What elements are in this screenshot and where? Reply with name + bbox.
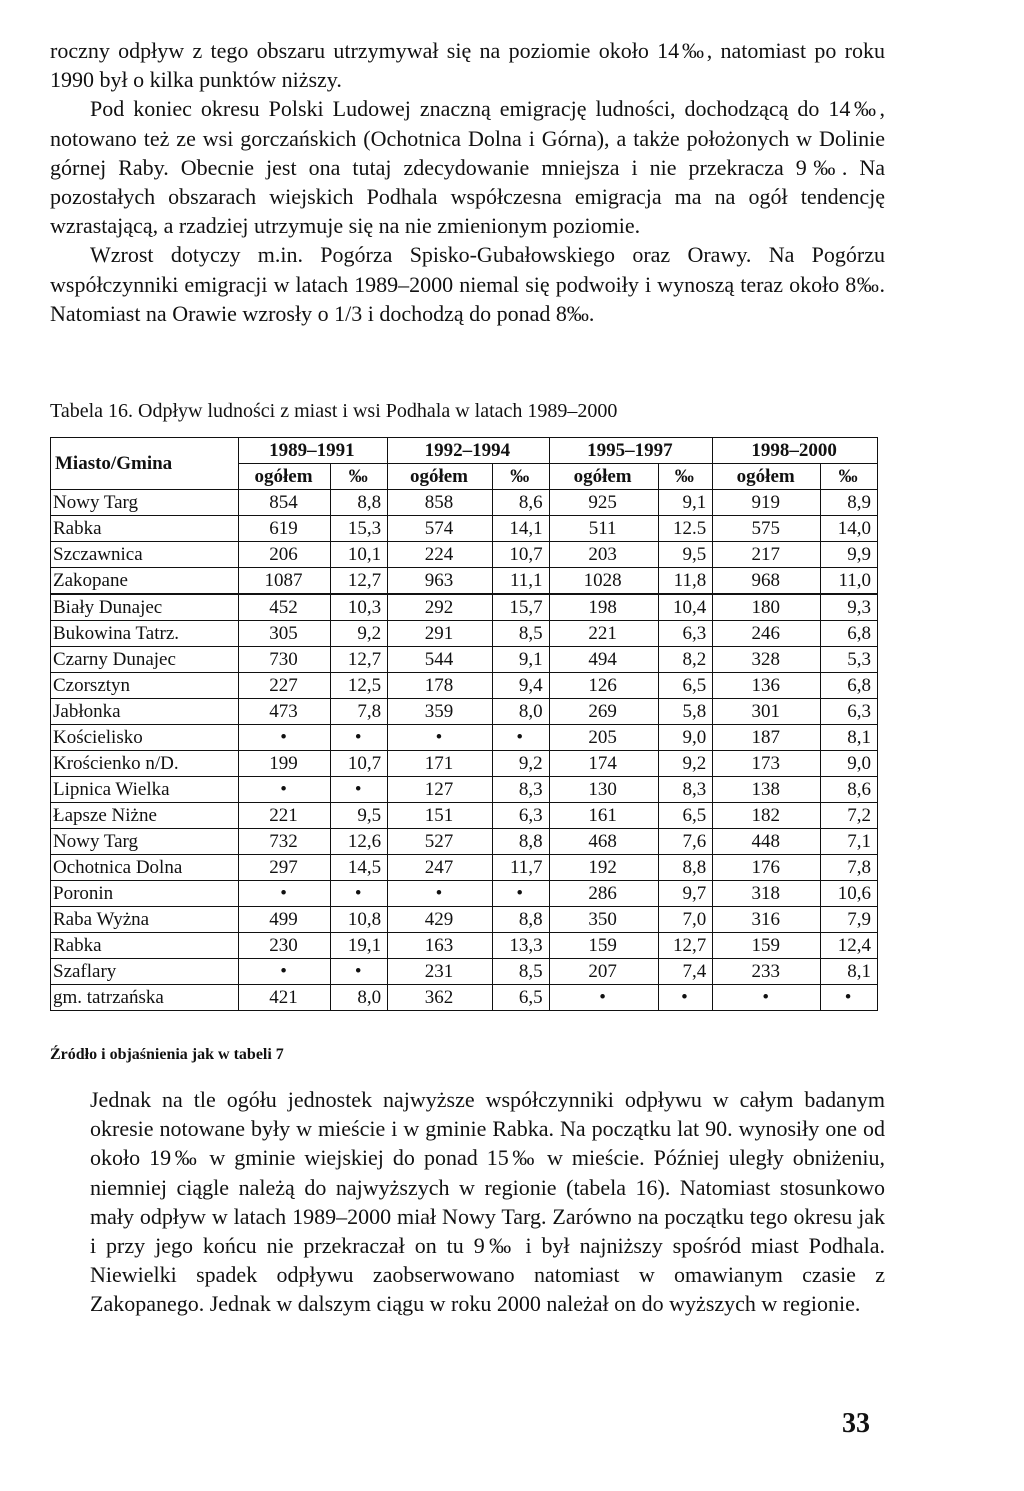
page-body — [50, 36, 885, 328]
row-name: Biały Dunajec — [51, 594, 239, 621]
cell-total: 138 — [713, 777, 821, 803]
cell-total: 159 — [713, 933, 821, 959]
cell-total: 221 — [549, 621, 658, 647]
cell-total: 151 — [388, 803, 493, 829]
row-name: Czarny Dunajec — [51, 647, 239, 673]
cell-total: 182 — [713, 803, 821, 829]
paragraph-1: roczny odpływ z tego obszaru utrzymywał się na poziomie około 14‰, natomiast po roku 1990 był o kilka punktów niższy. — [50, 38, 885, 93]
cell-permille: 9,9 — [821, 542, 878, 568]
row-name: Raba Wyżna — [51, 907, 239, 933]
cell-total: 429 — [388, 907, 493, 933]
cell-total: 421 — [238, 985, 331, 1011]
cell-total: • — [238, 881, 331, 907]
cell-permille: 9,5 — [658, 542, 713, 568]
table-row — [51, 699, 878, 725]
cell-permille: 12,7 — [658, 933, 713, 959]
row-name: Szczawnica — [51, 542, 239, 568]
paragraph-2: Pod koniec okresu Polski Ludowej znaczną emigrację ludności, dochodzącą do 14‰, notowano też ze wsi gorczańskich (Ochotnica Dolna i Górna), a także położonych w Dolinie górnej Raby. Obecnie jest ona tutaj zdecydowanie mniejsza i nie przekracza 9‰. Na pozostałych obszarach wiejskich Podhala współczesna emigracja ma na ogół tendencję wzrastającą, a rzadziej utrzymuje się na nie zmienionym poziomie. — [50, 96, 885, 239]
table-row — [51, 568, 878, 595]
cell-permille: 8,0 — [492, 699, 549, 725]
cell-permille: 7,0 — [658, 907, 713, 933]
cell-permille: 8,8 — [492, 907, 549, 933]
cell-total: 858 — [388, 490, 493, 516]
cell-total: 919 — [713, 490, 821, 516]
table-row — [51, 881, 878, 907]
cell-permille: 9,1 — [492, 647, 549, 673]
cell-permille: 11,0 — [821, 568, 878, 595]
cell-total: 199 — [238, 751, 331, 777]
cell-permille: 6,3 — [492, 803, 549, 829]
cell-permille: • — [658, 985, 713, 1011]
cell-total: 468 — [549, 829, 658, 855]
cell-permille: 8,9 — [821, 490, 878, 516]
cell-total: 247 — [388, 855, 493, 881]
table-row — [51, 777, 878, 803]
cell-permille: 7,6 — [658, 829, 713, 855]
cell-total: 511 — [549, 516, 658, 542]
table-caption: Tabela 16. Odpływ ludności z miast i wsi Podhala w latach 1989–2000 — [50, 400, 618, 422]
subheader-permille: ‰ — [821, 464, 878, 490]
cell-permille: 9,1 — [658, 490, 713, 516]
cell-permille: • — [492, 881, 549, 907]
cell-permille: • — [331, 777, 388, 803]
cell-permille: 10,3 — [331, 594, 388, 621]
cell-total: 301 — [713, 699, 821, 725]
cell-total: • — [238, 777, 331, 803]
cell-total: 227 — [238, 673, 331, 699]
table-row — [51, 621, 878, 647]
paragraph-3: Wzrost dotyczy m.in. Pogórza Spisko-Gubałowskiego oraz Orawy. Na Pogórzu współczynniki emigracji w latach 1989–2000 niemal się podwoiły i wynoszą teraz około 8‰. Natomiast na Orawie wzrosły o 1/3 i dochodzą do ponad 8‰. — [50, 242, 885, 326]
cell-permille: 8,0 — [331, 985, 388, 1011]
cell-total: 174 — [549, 751, 658, 777]
cell-permille: 9,2 — [658, 751, 713, 777]
cell-permille: 6,3 — [821, 699, 878, 725]
cell-permille: 10,7 — [492, 542, 549, 568]
row-name: Szaflary — [51, 959, 239, 985]
table-row — [51, 803, 878, 829]
cell-permille: 13,3 — [492, 933, 549, 959]
cell-total: 176 — [713, 855, 821, 881]
table-row — [51, 647, 878, 673]
cell-permille: 19,1 — [331, 933, 388, 959]
cell-total: 305 — [238, 621, 331, 647]
cell-total: 246 — [713, 621, 821, 647]
cell-permille: 6,5 — [658, 673, 713, 699]
cell-total: 328 — [713, 647, 821, 673]
cell-permille: 10,1 — [331, 542, 388, 568]
table-row — [51, 490, 878, 516]
row-name: Krościenko n/D. — [51, 751, 239, 777]
cell-total: 192 — [549, 855, 658, 881]
paragraph-4: Jednak na tle ogółu jednostek najwyższe współczynniki odpływu w całym badanym okresie notowane były w mieście i w gminie Rabka. Na początku lat 90. wynosiły one od około 19‰ w gminie wiejskiej do ponad 15‰ w mieście. Później uległy obniżeniu, niemniej ciągle należą do najwyższych w regionie (tabela 16). Natomiast stosunkowo mały odpływ w latach 1989–2000 miał Nowy Targ. Zarówno na początku tego okresu jak i przy jego końcu nie przekraczał on tu 9‰ i był najniższy spośród miast Podhala. Niewielki spadek odpływu zaobserwowano natomiast w omawianym czasie z Zakopanego. Jednak w dalszym ciągu w roku 2000 należał on do wyższych w regionie. — [90, 1087, 885, 1317]
period-header: 1998–2000 — [713, 438, 878, 464]
cell-total: 127 — [388, 777, 493, 803]
cell-permille: 10,8 — [331, 907, 388, 933]
cell-permille: 7,8 — [331, 699, 388, 725]
cell-total: 1028 — [549, 568, 658, 595]
cell-total: 448 — [713, 829, 821, 855]
cell-total: 854 — [238, 490, 331, 516]
cell-total: 224 — [388, 542, 493, 568]
cell-permille: 9,7 — [658, 881, 713, 907]
cell-total: • — [388, 881, 493, 907]
cell-total: 291 — [388, 621, 493, 647]
cell-permille: 10,4 — [658, 594, 713, 621]
cell-permille: 8,8 — [658, 855, 713, 881]
cell-total: 350 — [549, 907, 658, 933]
cell-permille: 9,2 — [331, 621, 388, 647]
cell-total: 968 — [713, 568, 821, 595]
cell-total: 292 — [388, 594, 493, 621]
row-name: Łapsze Niżne — [51, 803, 239, 829]
cell-total: 286 — [549, 881, 658, 907]
row-name: Lipnica Wielka — [51, 777, 239, 803]
cell-permille: 6,5 — [492, 985, 549, 1011]
cell-total: 499 — [238, 907, 331, 933]
cell-permille: 14,0 — [821, 516, 878, 542]
cell-total: • — [713, 985, 821, 1011]
table-row — [51, 751, 878, 777]
cell-total: 574 — [388, 516, 493, 542]
row-name: gm. tatrzańska — [51, 985, 239, 1011]
cell-permille: • — [821, 985, 878, 1011]
table-row — [51, 933, 878, 959]
table-row — [51, 907, 878, 933]
cell-permille: 6,3 — [658, 621, 713, 647]
subheader-permille: ‰ — [658, 464, 713, 490]
cell-total: • — [238, 959, 331, 985]
table-row — [51, 985, 878, 1011]
cell-total: 205 — [549, 725, 658, 751]
cell-total: 180 — [713, 594, 821, 621]
cell-permille: 8,6 — [492, 490, 549, 516]
cell-permille: 6,8 — [821, 673, 878, 699]
row-name: Czorsztyn — [51, 673, 239, 699]
cell-total: 473 — [238, 699, 331, 725]
table-row — [51, 516, 878, 542]
subheader-permille: ‰ — [492, 464, 549, 490]
cell-total: 130 — [549, 777, 658, 803]
cell-permille: 9,0 — [821, 751, 878, 777]
cell-total: • — [388, 725, 493, 751]
cell-permille: 8,1 — [821, 725, 878, 751]
cell-total: 362 — [388, 985, 493, 1011]
row-name: Rabka — [51, 516, 239, 542]
cell-permille: 10,7 — [331, 751, 388, 777]
subheader-total: ogółem — [388, 464, 493, 490]
cell-permille: 8,3 — [492, 777, 549, 803]
table-row — [51, 673, 878, 699]
table-row — [51, 829, 878, 855]
cell-permille: 11,8 — [658, 568, 713, 595]
table-row — [51, 725, 878, 751]
subheader-total: ogółem — [713, 464, 821, 490]
cell-total: 730 — [238, 647, 331, 673]
cell-total: 233 — [713, 959, 821, 985]
cell-permille: 8,5 — [492, 621, 549, 647]
cell-permille: 6,8 — [821, 621, 878, 647]
cell-total: 619 — [238, 516, 331, 542]
row-name: Rabka — [51, 933, 239, 959]
cell-total: 203 — [549, 542, 658, 568]
row-name: Poronin — [51, 881, 239, 907]
cell-total: 159 — [549, 933, 658, 959]
cell-total: 171 — [388, 751, 493, 777]
cell-permille: 11,1 — [492, 568, 549, 595]
subheader-total: ogółem — [549, 464, 658, 490]
cell-permille: 8,8 — [331, 490, 388, 516]
cell-permille: 7,4 — [658, 959, 713, 985]
table-body — [51, 490, 878, 1011]
cell-total: 217 — [713, 542, 821, 568]
column-header-name: Miasto/Gmina — [51, 438, 239, 490]
cell-total: 925 — [549, 490, 658, 516]
cell-permille: • — [331, 725, 388, 751]
cell-total: 544 — [388, 647, 493, 673]
cell-permille: 7,2 — [821, 803, 878, 829]
cell-total: 178 — [388, 673, 493, 699]
cell-permille: 8,6 — [821, 777, 878, 803]
cell-total: • — [549, 985, 658, 1011]
row-name: Kościelisko — [51, 725, 239, 751]
cell-total: 494 — [549, 647, 658, 673]
cell-total: 161 — [549, 803, 658, 829]
cell-total: 963 — [388, 568, 493, 595]
cell-total: 231 — [388, 959, 493, 985]
table-row — [51, 594, 878, 621]
cell-permille: 12,5 — [331, 673, 388, 699]
cell-permille: 9,4 — [492, 673, 549, 699]
cell-total: 198 — [549, 594, 658, 621]
cell-total: 1087 — [238, 568, 331, 595]
cell-total: 221 — [238, 803, 331, 829]
cell-permille: 8,5 — [492, 959, 549, 985]
page-number: 33 — [842, 1408, 870, 1439]
cell-permille: • — [331, 881, 388, 907]
cell-permille: 15,7 — [492, 594, 549, 621]
cell-total: 297 — [238, 855, 331, 881]
cell-permille: 8,8 — [492, 829, 549, 855]
cell-permille: 12,7 — [331, 568, 388, 595]
cell-total: 173 — [713, 751, 821, 777]
cell-total: 126 — [549, 673, 658, 699]
row-name: Jabłonka — [51, 699, 239, 725]
subheader-total: ogółem — [238, 464, 331, 490]
cell-permille: 8,2 — [658, 647, 713, 673]
table-source-note: Źródło i objaśnienia jak w tabeli 7 — [50, 1046, 284, 1063]
cell-permille: 12,4 — [821, 933, 878, 959]
cell-permille: 12,7 — [331, 647, 388, 673]
cell-permille: 9,3 — [821, 594, 878, 621]
cell-total: 318 — [713, 881, 821, 907]
cell-permille: 7,1 — [821, 829, 878, 855]
table-row — [51, 959, 878, 985]
cell-permille: 5,8 — [658, 699, 713, 725]
period-header: 1989–1991 — [238, 438, 387, 464]
row-name: Nowy Targ — [51, 829, 239, 855]
cell-total: 206 — [238, 542, 331, 568]
cell-total: 575 — [713, 516, 821, 542]
paragraph-4-block — [90, 1085, 885, 1319]
subheader-permille: ‰ — [331, 464, 388, 490]
row-name: Nowy Targ — [51, 490, 239, 516]
cell-total: 163 — [388, 933, 493, 959]
cell-permille: 12,6 — [331, 829, 388, 855]
cell-permille: 9,2 — [492, 751, 549, 777]
row-name: Ochotnica Dolna — [51, 855, 239, 881]
cell-permille: 11,7 — [492, 855, 549, 881]
cell-permille: 12.5 — [658, 516, 713, 542]
cell-total: 230 — [238, 933, 331, 959]
row-name: Zakopane — [51, 568, 239, 595]
cell-permille: 8,1 — [821, 959, 878, 985]
cell-total: 269 — [549, 699, 658, 725]
cell-total: 136 — [713, 673, 821, 699]
table-row — [51, 855, 878, 881]
cell-permille: 10,6 — [821, 881, 878, 907]
cell-permille: 9,5 — [331, 803, 388, 829]
cell-total: 359 — [388, 699, 493, 725]
cell-permille: 6,5 — [658, 803, 713, 829]
cell-permille: • — [331, 959, 388, 985]
cell-permille: 5,3 — [821, 647, 878, 673]
cell-permille: 14,5 — [331, 855, 388, 881]
cell-permille: 15,3 — [331, 516, 388, 542]
table-row — [51, 542, 878, 568]
period-header: 1995–1997 — [549, 438, 713, 464]
cell-total: 527 — [388, 829, 493, 855]
cell-permille: 8,3 — [658, 777, 713, 803]
cell-total: 452 — [238, 594, 331, 621]
period-header: 1992–1994 — [388, 438, 549, 464]
cell-total: 207 — [549, 959, 658, 985]
cell-permille: 7,8 — [821, 855, 878, 881]
cell-permille: 14,1 — [492, 516, 549, 542]
cell-permille: 9,0 — [658, 725, 713, 751]
cell-total: • — [238, 725, 331, 751]
outflow-table — [50, 437, 878, 1011]
cell-total: 732 — [238, 829, 331, 855]
cell-permille: • — [492, 725, 549, 751]
cell-total: 187 — [713, 725, 821, 751]
cell-permille: 7,9 — [821, 907, 878, 933]
cell-total: 316 — [713, 907, 821, 933]
row-name: Bukowina Tatrz. — [51, 621, 239, 647]
